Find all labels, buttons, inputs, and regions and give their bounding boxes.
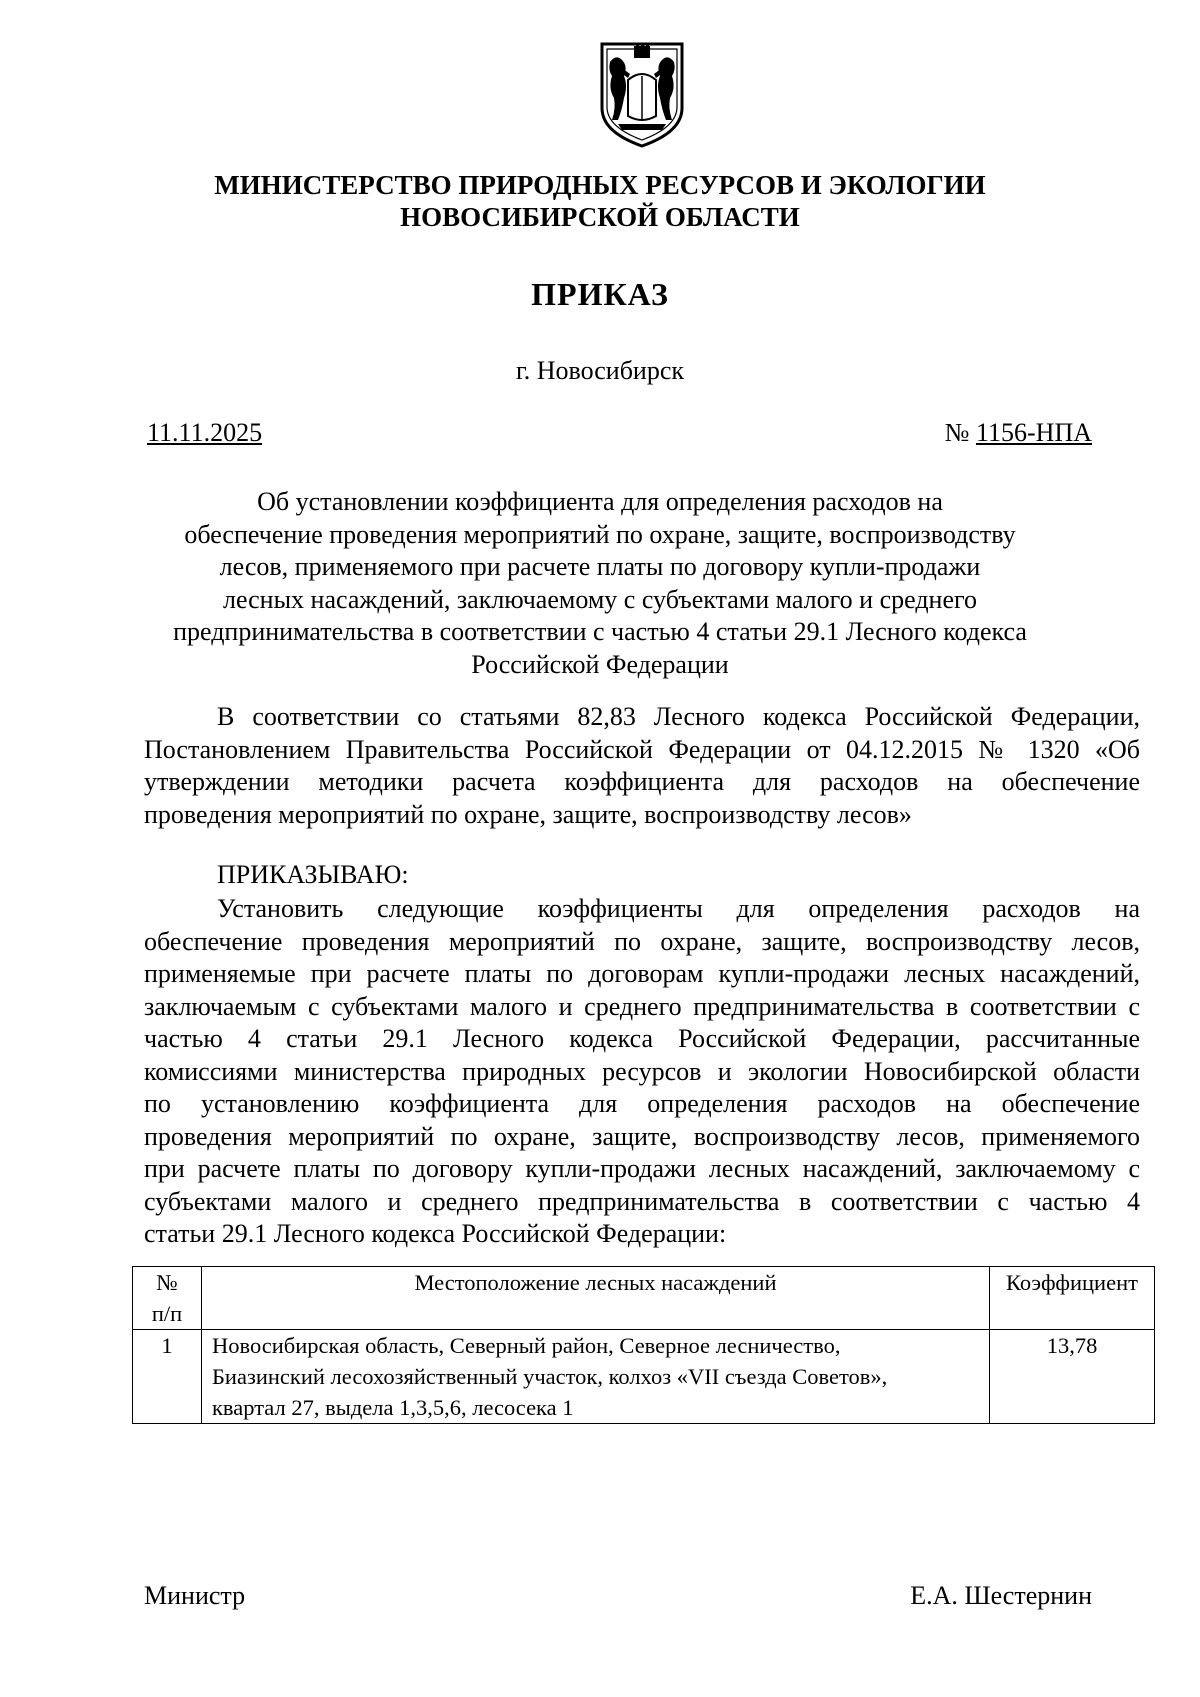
- subject-line: обеспечение проведения мероприятий по охране, защите, воспроизводству: [184, 519, 1016, 549]
- signatory-name: Е.А. Шестернин: [910, 1581, 1092, 1610]
- body-line: проведения мероприятий по охране, защите, воспроизводству лесов, применяемого: [144, 1121, 1140, 1151]
- row-location: Новосибирская область, Северный район, Северное лесничество, Биазинский лесохозяйственный участок, колхоз «VII съезда Советов», квартал 27, выдела 1,3,5,6, лесосека 1: [202, 1330, 990, 1424]
- number-prefix: №: [944, 418, 976, 447]
- ministry-name-line-2: НОВОСИБИРСКОЙ ОБЛАСТИ: [400, 202, 800, 232]
- body-line: Установить следующие коэффициенты для определения расходов на: [217, 894, 1140, 923]
- order-body-paragraph: [144, 893, 1140, 1251]
- ministry-name-line-1: МИНИСТЕРСТВО ПРИРОДНЫХ РЕСУРСОВ И ЭКОЛОГИИ: [214, 170, 986, 200]
- body-line: обеспечение проведения мероприятий по охране, защите, воспроизводству лесов,: [144, 926, 1140, 956]
- body-line: субъектами малого и среднего предпринимательства в соответствии с частью 4: [144, 1186, 1140, 1216]
- header-location: Местоположение лесных насаждений: [202, 1267, 990, 1330]
- table-header-row: [133, 1267, 1155, 1330]
- document-date: 11.11.2025: [147, 418, 263, 447]
- row-coefficient: 13,78: [990, 1330, 1155, 1424]
- body-line: при расчете платы по договору купли-продажи лесных насаждений, заключаемому с: [144, 1154, 1140, 1183]
- preamble-line: Постановлением Правительства Российской Федерации от 04.12.2015 № 1320 «Об: [144, 734, 1140, 764]
- document-city: г. Новосибирск: [515, 356, 685, 385]
- subject-line: лесных насаждений, заключаемому с субъектами малого и среднего: [222, 584, 978, 614]
- subject-line: Российской Федерации: [471, 649, 729, 679]
- row-number: 1: [133, 1330, 202, 1424]
- body-line: применяемые при расчете платы по договорам купли-продажи лесных насаждений,: [144, 959, 1140, 988]
- document-number: [945, 418, 1092, 448]
- coefficient-table: [132, 1266, 1155, 1424]
- number-value: 1156-НПА: [975, 418, 1092, 447]
- subject-line: Об установлении коэффициента для определения расходов на: [257, 487, 943, 516]
- preamble-line: утверждении методики расчета коэффициента для расходов на обеспечение: [144, 767, 1140, 796]
- subject-line: лесов, применяемого при расчете платы по договору купли-продажи: [219, 552, 981, 581]
- body-line: комиссиями министерства природных ресурсов и экологии Новосибирской области: [144, 1056, 1140, 1086]
- document-subject: [140, 486, 1060, 681]
- coat-of-arms-icon: [598, 40, 686, 150]
- header-number: № п/п: [133, 1267, 202, 1330]
- body-line: заключаемым с субъектами малого и среднего предпринимательства в соответствии с: [144, 991, 1140, 1021]
- subject-line: предпринимательства в соответствии с частью 4 статьи 29.1 Лесного кодекса: [173, 617, 1027, 646]
- document-type-title: ПРИКАЗ: [531, 276, 669, 312]
- body-line: статьи 29.1 Лесного кодекса Российской Федерации:: [144, 1219, 727, 1248]
- preamble-line: проведения мероприятий по охране, защите, воспроизводству лесов»: [144, 799, 912, 829]
- body-line: частью 4 статьи 29.1 Лесного кодекса Российской Федерации, рассчитанные: [144, 1024, 1140, 1053]
- table-row: [133, 1330, 1155, 1424]
- header-coefficient: Коэффициент: [990, 1267, 1155, 1330]
- preamble-line: В соответствии со статьями 82,83 Лесного кодекса Российской Федерации,: [217, 702, 1140, 731]
- order-word: ПРИКАЗЫВАЮ:: [217, 860, 409, 889]
- body-line: по установлению коэффициента для определения расходов на обеспечение: [144, 1089, 1140, 1118]
- signatory-position: Министр: [144, 1581, 246, 1610]
- preamble-paragraph: [144, 701, 1140, 831]
